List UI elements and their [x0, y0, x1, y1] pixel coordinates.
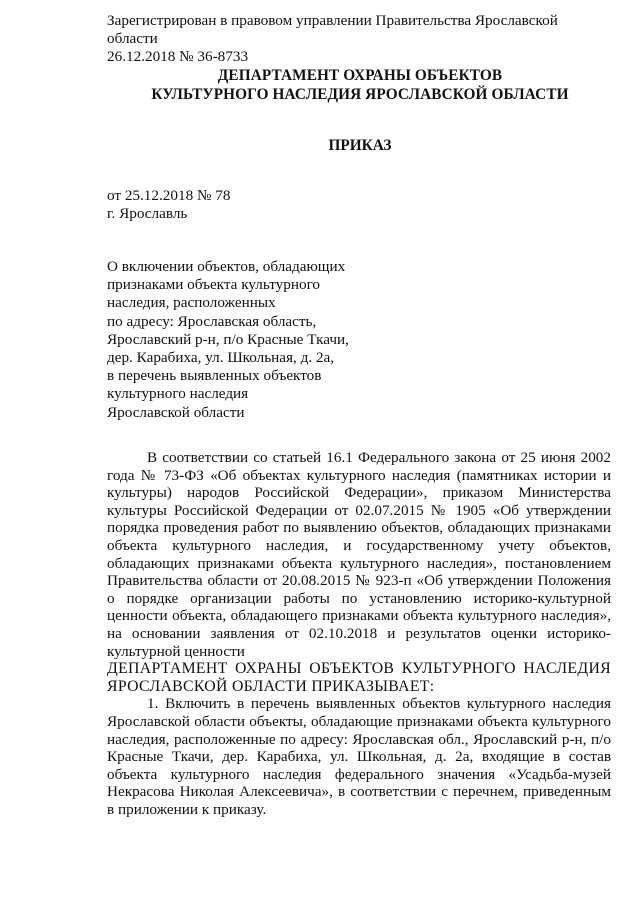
department-name [60, 66, 640, 104]
department-line-2: КУЛЬТУРНОГО НАСЛЕДИЯ ЯРОСЛАВСКОЙ ОБЛАСТИ [151, 86, 569, 103]
department-line-1: ДЕПАРТАМЕНТ ОХРАНЫ ОБЪЕКТОВ [217, 67, 503, 84]
order-item-1: 1. Включить в перечень выявленных объектов культурного наследия Ярославской области объекты, обладающие признаками объекта культурного наследия, расположенные по адресу: Ярославская обл., Ярославский р-н, п/о Красные Ткачи, дер. Карабиха, ул. Школьная, д. 2а, входящие в состав объекта культурного наследия федерального значения «Усадьба-музей Некрасова Николая Алексеевича», в соответствии с перечнем, приведенным в приложении к приказу. [107, 695, 611, 818]
order-body [107, 449, 611, 818]
preamble-paragraph: В соответствии со статьей 16.1 Федерального закона от 25 июня 2002 года № 73-ФЗ «Об объектах культурного наследия (памятниках истории и культуры) народов Российской Федерации», приказом Министерства культуры Российской Федерации от 02.07.2015 № 1905 «Об утверждении порядка проведения работ по выявлению объектов, обладающих признаками объекта культурного наследия, и государственному учету объектов, обладающих признаками объекта культурного наследия», постановлением Правительства области от 20.08.2015 № 923-п «Об утверждении Положения о порядке организации работы по установлению историко-культурной ценности объекта, обладающего признаками объекта культурного наследия», на основании заявления от 02.10.2018 и результатов оценки историко-культурной ценности [107, 449, 611, 660]
subject-line: дер. Карабиха, ул. Школьная, д. 2а, [107, 349, 335, 367]
subject-line: О включении объектов, обладающих [107, 258, 346, 275]
order-date-number: от 25.12.2018 № 78 [107, 187, 231, 204]
subject-line: по адресу: Ярославская область, [107, 312, 317, 330]
registration-number: 26.12.2018 № 36-8733 [107, 48, 249, 65]
order-subject [107, 258, 407, 422]
registration-line: Зарегистрирован в правовом управлении Правительства Ярославской области [107, 12, 558, 47]
subject-line: Ярославской области [107, 403, 245, 421]
subject-line: наследия, расположенных [107, 294, 276, 312]
order-meta [107, 187, 407, 223]
subject-line: Ярославский р-н, п/о Красные Ткачи, [107, 330, 349, 348]
registration-stamp [107, 12, 607, 66]
subject-line: в перечень выявленных объектов [107, 367, 322, 385]
subject-line: культурного наследия [107, 385, 249, 403]
resolution-line: ДЕПАРТАМЕНТ ОХРАНЫ ОБЪЕКТОВ КУЛЬТУРНОГО НАСЛЕДИЯ ЯРОСЛАВСКОЙ ОБЛАСТИ ПРИКАЗЫВАЕТ: [107, 660, 611, 695]
document-type: ПРИКАЗ [328, 137, 392, 154]
subject-line: признаками объекта культурного [107, 276, 321, 294]
order-city: г. Ярославль [107, 205, 188, 222]
